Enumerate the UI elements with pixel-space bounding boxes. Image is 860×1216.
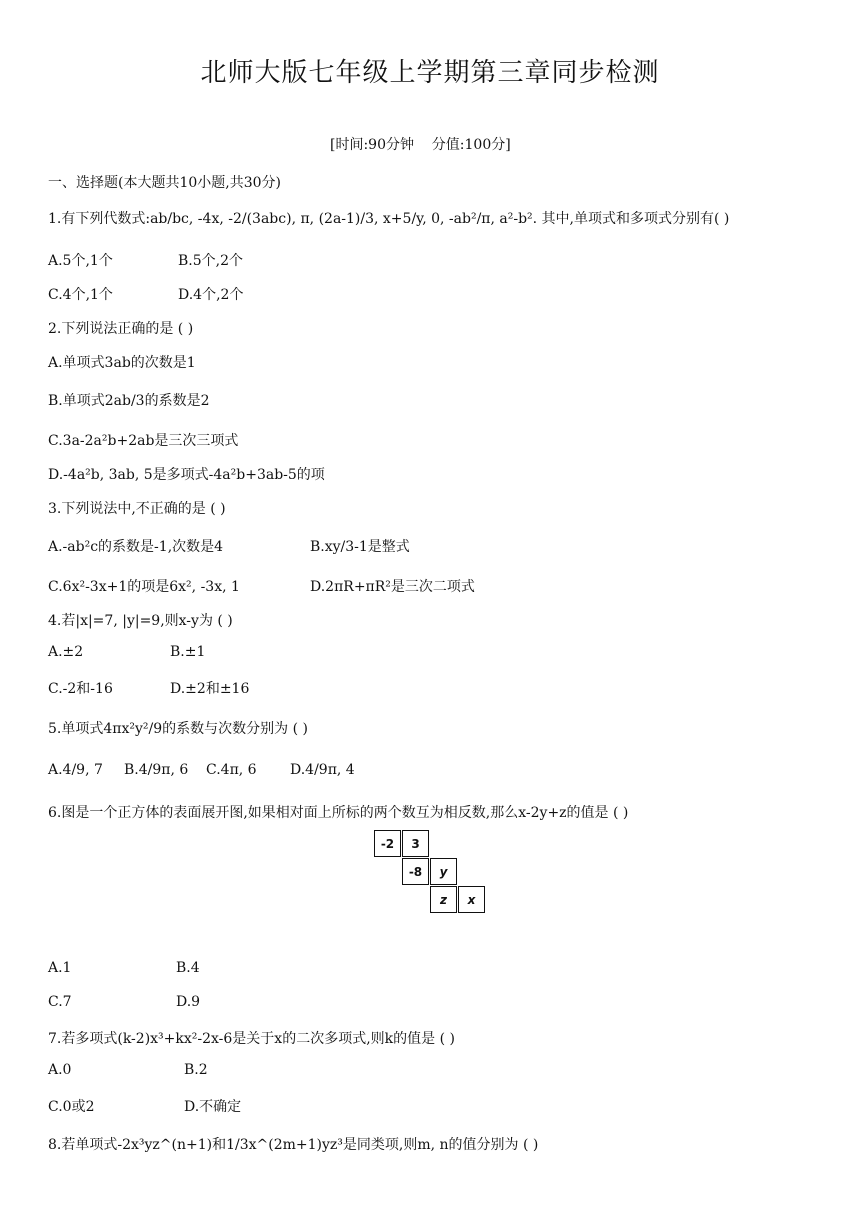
q7-options-row-1: [48, 1062, 208, 1078]
q5-option-b: B.4/9π, 6: [124, 762, 189, 778]
question-5-stem: 5.单项式4πx²y²/9的系数与次数分别为 ( ): [48, 721, 308, 737]
page-title: 北师大版七年级上学期第三章同步检测: [200, 58, 660, 88]
cube-face-label: z: [440, 892, 447, 907]
cube-face-label: y: [439, 864, 448, 879]
q3-option-d: D.2πR+πR²是三次二项式: [310, 579, 475, 595]
q5-option-c: C.4π, 6: [206, 762, 257, 778]
question-8-stem: 8.若单项式-2x³yz^(n+1)和1/3x^(2m+1)yz³是同类项,则m, n的值分别为 ( ): [48, 1137, 539, 1153]
q6-options-row-2: [48, 994, 200, 1010]
q6-option-d: D.9: [176, 994, 201, 1010]
q5-option-d: D.4/9π, 4: [290, 762, 355, 778]
cube-face: -2: [374, 830, 401, 857]
exam-info: [时间:90分钟 分值:100分]: [330, 137, 511, 153]
cube-net-figure: [374, 830, 486, 914]
q4-options-row-1: [48, 644, 205, 660]
q7-option-d: D.不确定: [184, 1099, 242, 1115]
q3-options-row-2: [48, 576, 475, 596]
q7-option-c: C.0或2: [48, 1099, 95, 1115]
q1-option-a: A.5个,1个: [48, 253, 113, 269]
cube-face: 3: [402, 830, 429, 857]
q6-option-b: B.4: [176, 960, 200, 976]
q4-option-b: B.±1: [170, 644, 206, 660]
q3-option-b: B.xy/3-1是整式: [310, 539, 410, 555]
cube-face: [430, 886, 457, 913]
q1-option-b: B.5个,2个: [178, 253, 244, 269]
q4-option-a: A.±2: [48, 644, 84, 660]
q1-option-d: D.4个,2个: [178, 287, 244, 303]
q6-option-c: C.7: [48, 994, 72, 1010]
section-heading: 一、选择题(本大题共10小题,共30分): [48, 175, 282, 191]
q2-option-a: A.单项式3ab的次数是1: [48, 355, 196, 371]
q5-options-row: [48, 762, 355, 778]
q3-option-c: C.6x²-3x+1的项是6x², -3x, 1: [48, 579, 240, 595]
q5-option-a: A.4/9, 7: [48, 762, 103, 778]
q4-options-row-2: [48, 678, 249, 698]
q3-options-row-1: [48, 536, 410, 556]
q7-options-row-2: [48, 1096, 241, 1116]
question-1-stem: 1.有下列代数式:ab/bc, -4x, -2/(3abc), π, (2a-1)/3, x+5/y, 0, -ab²/π, a²-b². 其中,单项式和多项式分别有( ): [48, 211, 730, 227]
question-6-stem: 6.图是一个正方体的表面展开图,如果相对面上所标的两个数互为相反数,那么x-2y+z的值是 ( ): [48, 805, 629, 821]
q4-option-d: D.±2和±16: [170, 681, 250, 697]
q2-option-d: D.-4a²b, 3ab, 5是多项式-4a²b+3ab-5的项: [48, 467, 325, 483]
q2-option-b: B.单项式2ab/3的系数是2: [48, 393, 210, 409]
cube-face: -8: [402, 858, 429, 885]
q6-option-a: A.1: [48, 960, 72, 976]
question-2-stem: 2.下列说法正确的是 ( ): [48, 321, 194, 337]
question-4-stem: 4.若|x|=7, |y|=9,则x-y为 ( ): [48, 613, 233, 629]
q1-options-row-2: [48, 284, 243, 304]
q1-options-row-1: [48, 250, 243, 270]
q6-options-row-1: [48, 960, 200, 976]
q3-option-a: A.-ab²c的系数是-1,次数是4: [48, 539, 224, 555]
question-7-stem: 7.若多项式(k-2)x³+kx²-2x-6是关于x的二次多项式,则k的值是 ( ): [48, 1031, 455, 1047]
cube-face: [430, 858, 457, 885]
q2-option-c: C.3a-2a²b+2ab是三次三项式: [48, 433, 239, 449]
q7-option-b: B.2: [184, 1062, 208, 1078]
question-3-stem: 3.下列说法中,不正确的是 ( ): [48, 501, 226, 517]
q4-option-c: C.-2和-16: [48, 681, 113, 697]
cube-face: [458, 886, 485, 913]
q1-option-c: C.4个,1个: [48, 287, 113, 303]
q7-option-a: A.0: [48, 1062, 72, 1078]
cube-face-label: x: [467, 892, 476, 907]
